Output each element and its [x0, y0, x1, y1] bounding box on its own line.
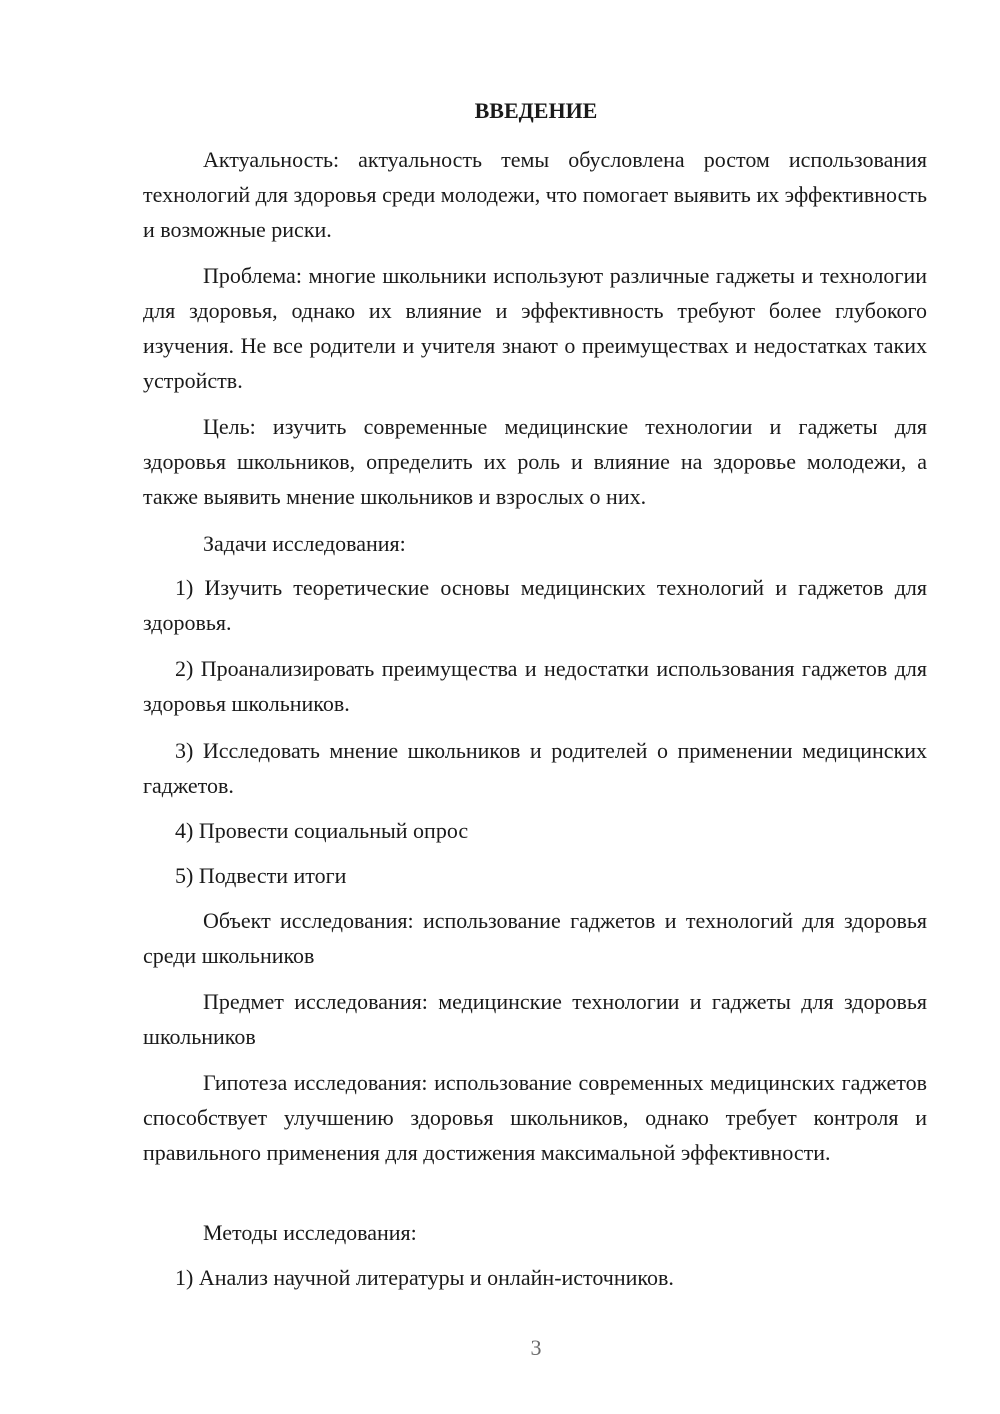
- list-item-task-2: 2) Проанализировать преимущества и недостатки использования гаджетов для здоровья школьников.: [143, 656, 927, 716]
- paragraph-methods-heading: Методы исследования:: [203, 1220, 417, 1245]
- paragraph-goal: Цель: изучить современные медицинские технологии и гаджеты для здоровья школьников, определить их роль и влияние на здоровье молодежи, а также выявить мнение школьников и взрослых о них.: [143, 414, 927, 509]
- list-item-task-1: 1) Изучить теоретические основы медицинских технологий и гаджетов для здоровья.: [143, 575, 927, 635]
- paragraph-subject: Предмет исследования: медицинские технологии и гаджеты для здоровья школьников: [143, 989, 927, 1049]
- list-item-method-1: 1) Анализ научной литературы и онлайн-источников.: [175, 1265, 674, 1290]
- paragraph-hypothesis: Гипотеза исследования: использование современных медицинских гаджетов способствует улучшению здоровья школьников, однако требует контроля и правильного применения для достижения максимальной эффективности.: [143, 1070, 927, 1165]
- list-item-task-5: 5) Подвести итоги: [175, 863, 347, 888]
- page-title: ВВЕДЕНИЕ: [474, 98, 598, 123]
- page-number: 3: [530, 1335, 542, 1360]
- list-item-task-4: 4) Провести социальный опрос: [175, 818, 469, 843]
- paragraph-tasks-heading: Задачи исследования:: [203, 531, 406, 556]
- list-item-task-3: 3) Исследовать мнение школьников и родителей о применении медицинских гаджетов.: [143, 738, 927, 798]
- paragraph-problem: Проблема: многие школьники используют различные гаджеты и технологии для здоровья, однако их влияние и эффективность требуют более глубокого изучения. Не все родители и учителя знают о преимуществах и недостатках таких устройств.: [143, 263, 927, 393]
- paragraph-object: Объект исследования: использование гаджетов и технологий для здоровья среди школьников: [143, 908, 927, 968]
- paragraph-relevance: Актуальность: актуальность темы обусловлена ростом использования технологий для здоровья среди молодежи, что помогает выявить их эффективность и возможные риски.: [143, 147, 927, 242]
